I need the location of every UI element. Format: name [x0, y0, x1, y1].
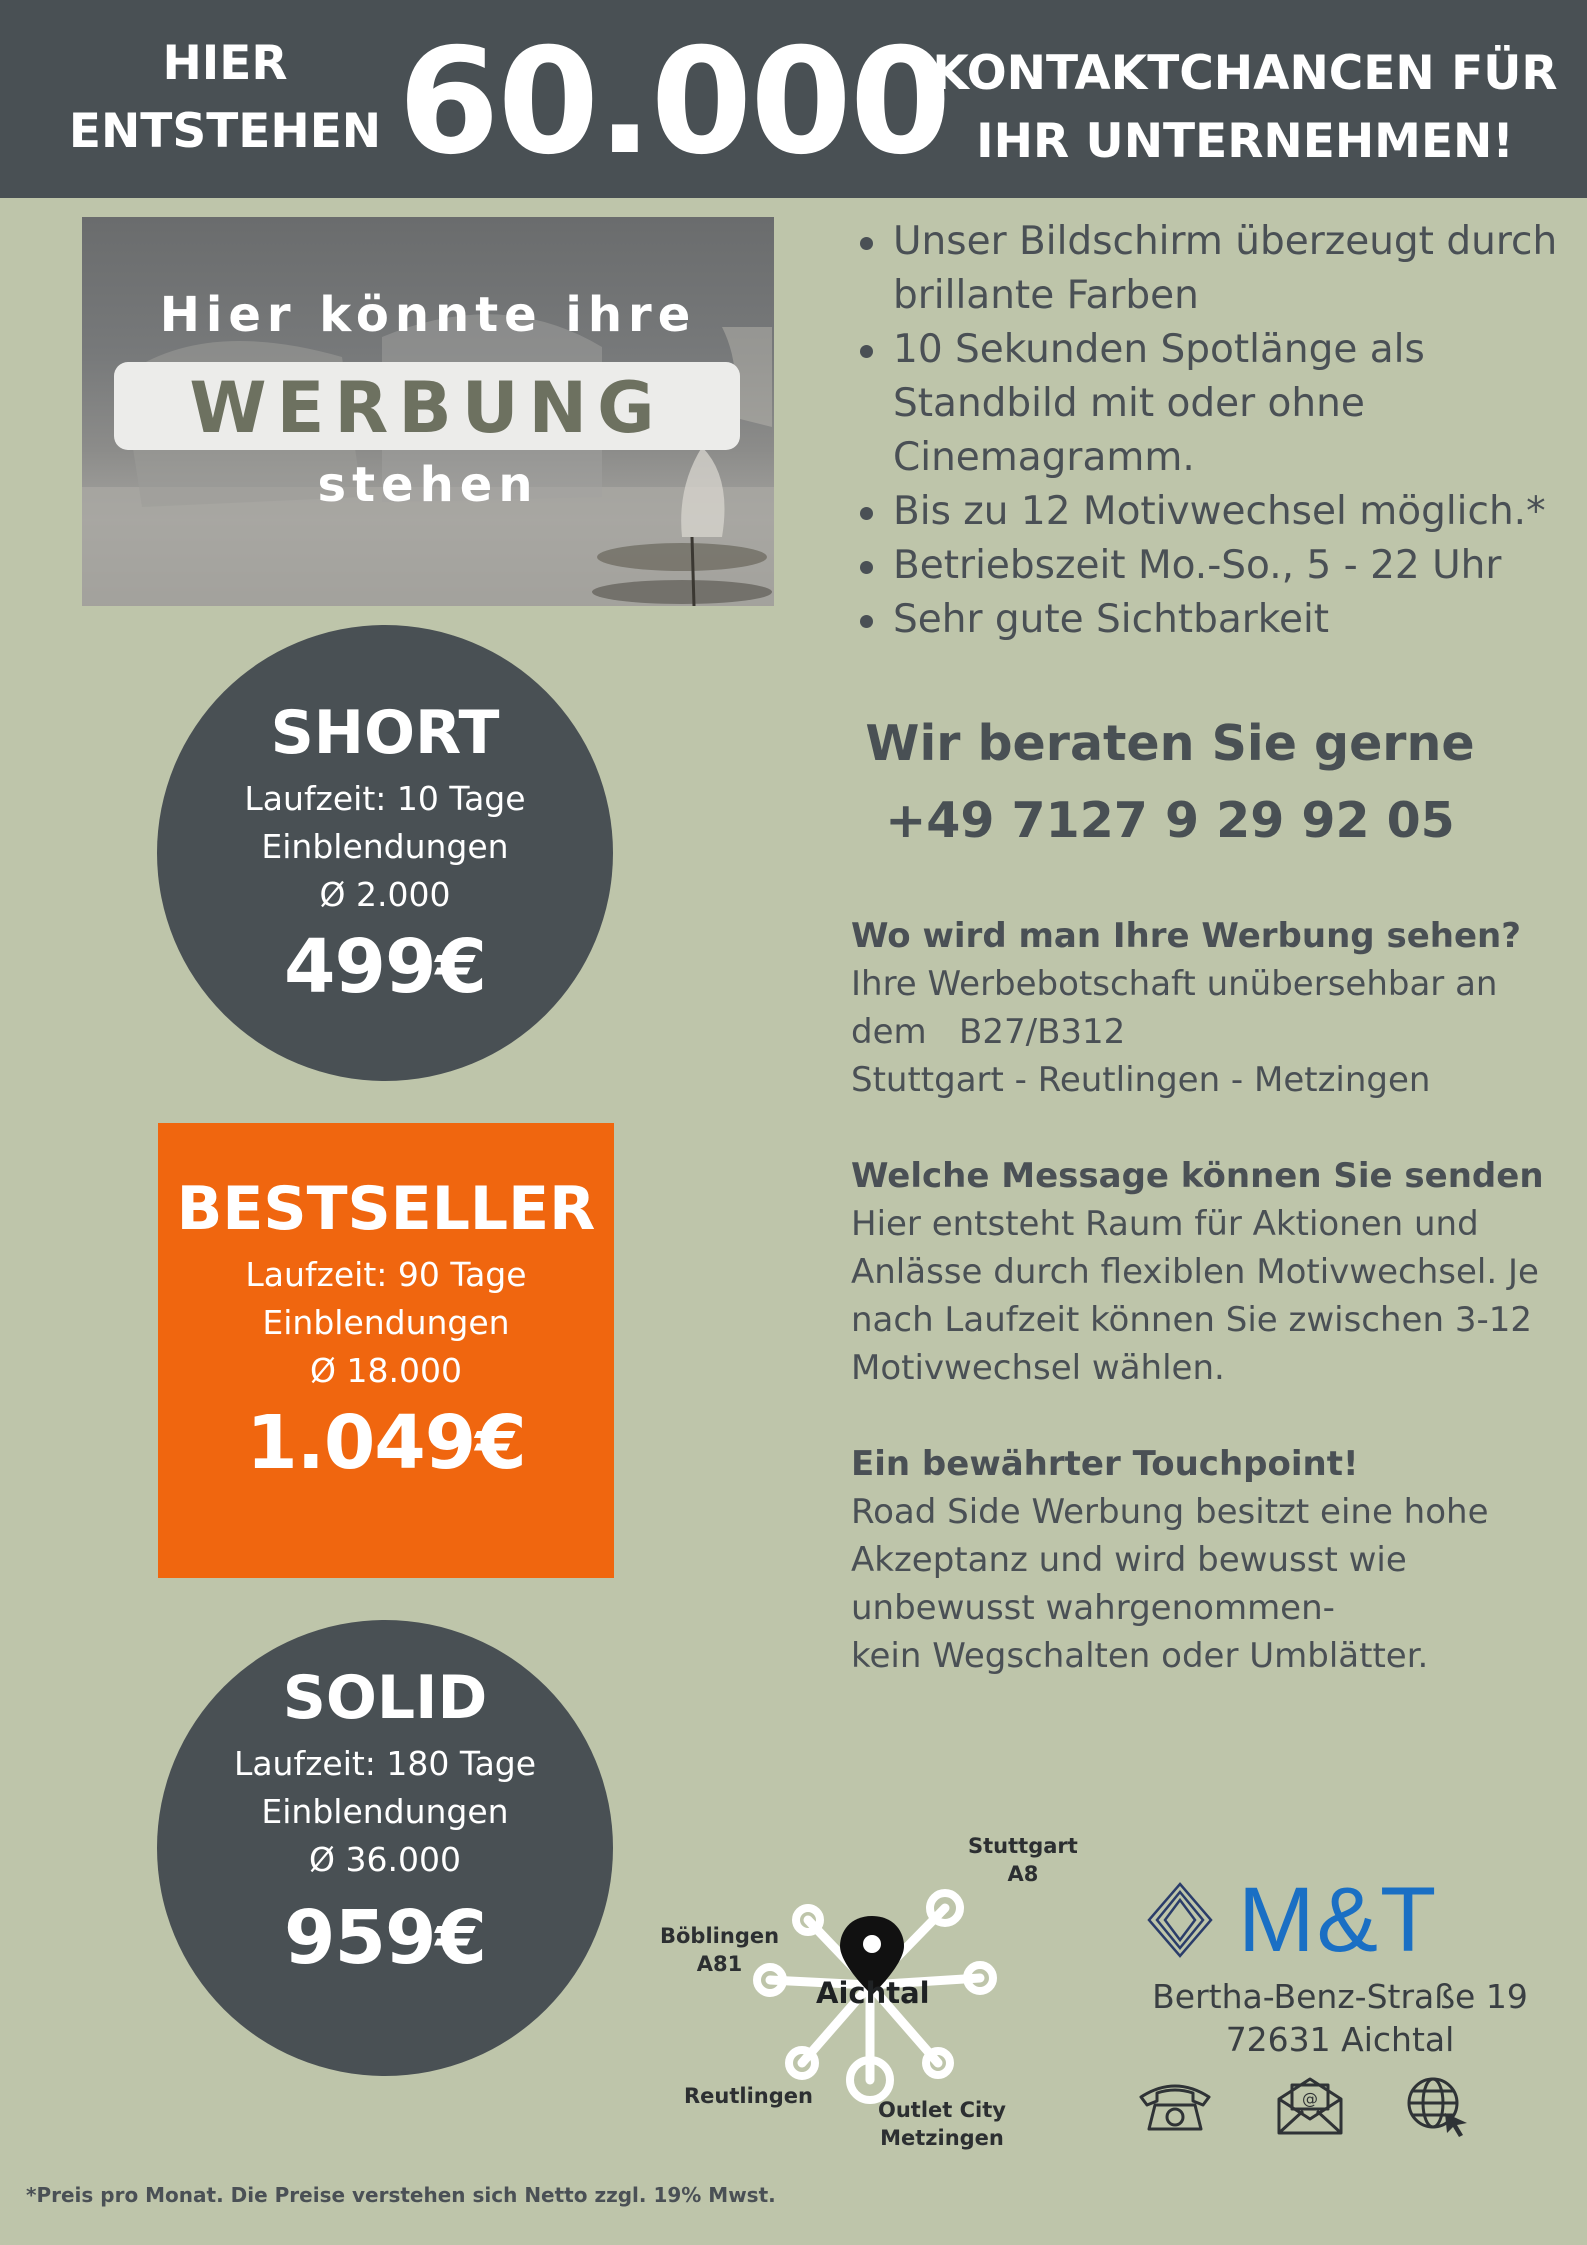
info-block-location: [851, 912, 1571, 1104]
map-label-aichtal: Aichtal: [816, 1976, 930, 2010]
map-label-stuttgart-road: A8: [1007, 1862, 1039, 1886]
plan-solid: [157, 1620, 613, 2076]
map-label-outlet-line2: Metzingen: [880, 2126, 1004, 2150]
map-label-stuttgart: [968, 1832, 1078, 1888]
feature-item: Sehr gute Sichtbarkeit: [858, 593, 1578, 647]
plan-duration: Laufzeit: 90 Tage: [245, 1255, 527, 1294]
map-label-boeblingen: [660, 1922, 779, 1978]
plan-name: SHORT: [270, 698, 500, 768]
location-map: [640, 1820, 1100, 2180]
info-heading: Welche Message können Sie senden: [851, 1156, 1544, 1196]
plan-impressions: Ø 2.000: [319, 875, 451, 914]
ad-text-line3: stehen: [317, 457, 539, 513]
info-heading: Ein bewährter Touchpoint!: [851, 1444, 1359, 1484]
plan-price: 1.049€: [246, 1400, 526, 1486]
ad-highlight-word: WERBUNG: [189, 367, 665, 449]
info-block-message: [851, 1152, 1571, 1392]
feature-item: Bis zu 12 Motivwechsel möglich.*: [858, 485, 1578, 539]
globe-icon[interactable]: [1405, 2075, 1471, 2139]
feature-list: [858, 215, 1578, 647]
header-right-text: [915, 40, 1575, 176]
plan-duration: Laufzeit: 180 Tage: [233, 1744, 537, 1783]
header-left-text: [60, 30, 390, 166]
company-logo-icon: [1145, 1880, 1215, 1960]
company-name: M&T: [1238, 1869, 1439, 1971]
info-text: Ihre Werbebotschaft unübersehbar an dem B27/B312 Stuttgart - Reutlingen - Metzingen: [851, 964, 1498, 1100]
feature-item: 10 Sekunden Spotlänge als Standbild mit oder ohne Cinemagramm.: [858, 323, 1578, 485]
plan-name: SOLID: [282, 1663, 488, 1733]
company-street: Bertha-Benz-Straße 19: [1152, 1977, 1528, 2016]
plan-name: BESTSELLER: [176, 1174, 596, 1244]
ad-text-line1: Hier könnte ihre: [159, 287, 697, 343]
svg-text:@: @: [1302, 2089, 1318, 2108]
header-left-line2: ENTSTEHEN: [68, 104, 382, 159]
header-right-line1: KONTAKTCHANCEN FÜR: [932, 46, 1558, 101]
info-block-touchpoint: [851, 1440, 1571, 1680]
map-label-metzingen: [878, 2096, 1006, 2152]
plan-impressions: Ø 36.000: [309, 1840, 461, 1879]
cta-phone[interactable]: +49 7127 9 29 92 05: [885, 792, 1455, 849]
price-footnote: *Preis pro Monat. Die Preise verstehen sich Netto zzgl. 19% Mwst.: [26, 2183, 776, 2207]
info-heading: Wo wird man Ihre Werbung sehen?: [851, 916, 1521, 956]
map-label-reutlingen: Reutlingen: [684, 2084, 813, 2108]
info-text: Road Side Werbung besitzt eine hohe Akzeptanz und wird bewusst wie unbewusst wahrgenommen- kein Wegschalten oder Umblätter.: [851, 1492, 1489, 1676]
info-text: Hier entsteht Raum für Aktionen und Anlässe durch flexiblen Motivwechsel. Je nach Laufzeit können Sie zwischen 3-12 Motivwechsel wählen.: [851, 1204, 1539, 1388]
feature-item: Unser Bildschirm überzeugt durch brillante Farben: [858, 215, 1578, 323]
ad-placeholder-image: [82, 217, 774, 606]
cta-headline: Wir beraten Sie gerne: [865, 715, 1475, 772]
header-banner: [0, 0, 1587, 198]
map-label-outlet-line1: Outlet City: [878, 2098, 1006, 2122]
plan-impressions: Ø 18.000: [310, 1351, 462, 1390]
map-label-boeblingen-road: A81: [696, 1952, 743, 1976]
header-number: 60.000: [398, 17, 950, 187]
plan-short: [157, 625, 613, 1081]
map-label-boeblingen-name: Böblingen: [660, 1924, 780, 1948]
plan-price: 499€: [284, 924, 486, 1010]
phone-icon[interactable]: [1135, 2075, 1215, 2135]
plan-bestseller: [158, 1123, 614, 1578]
plan-duration: Laufzeit: 10 Tage: [244, 779, 526, 818]
feature-item: Betriebszeit Mo.-So., 5 - 22 Uhr: [858, 539, 1578, 593]
plan-price: 959€: [284, 1895, 486, 1981]
header-right-line2: IHR UNTERNEHMEN!: [976, 114, 1514, 169]
email-icon[interactable]: [1275, 2075, 1345, 2137]
company-city: 72631 Aichtal: [1225, 2020, 1455, 2059]
plan-impressions-label: Einblendungen: [261, 827, 509, 866]
plan-impressions-label: Einblendungen: [262, 1303, 510, 1342]
header-left-line1: HIER: [162, 36, 288, 91]
plan-impressions-label: Einblendungen: [261, 1792, 509, 1831]
map-label-stuttgart-name: Stuttgart: [968, 1834, 1078, 1858]
